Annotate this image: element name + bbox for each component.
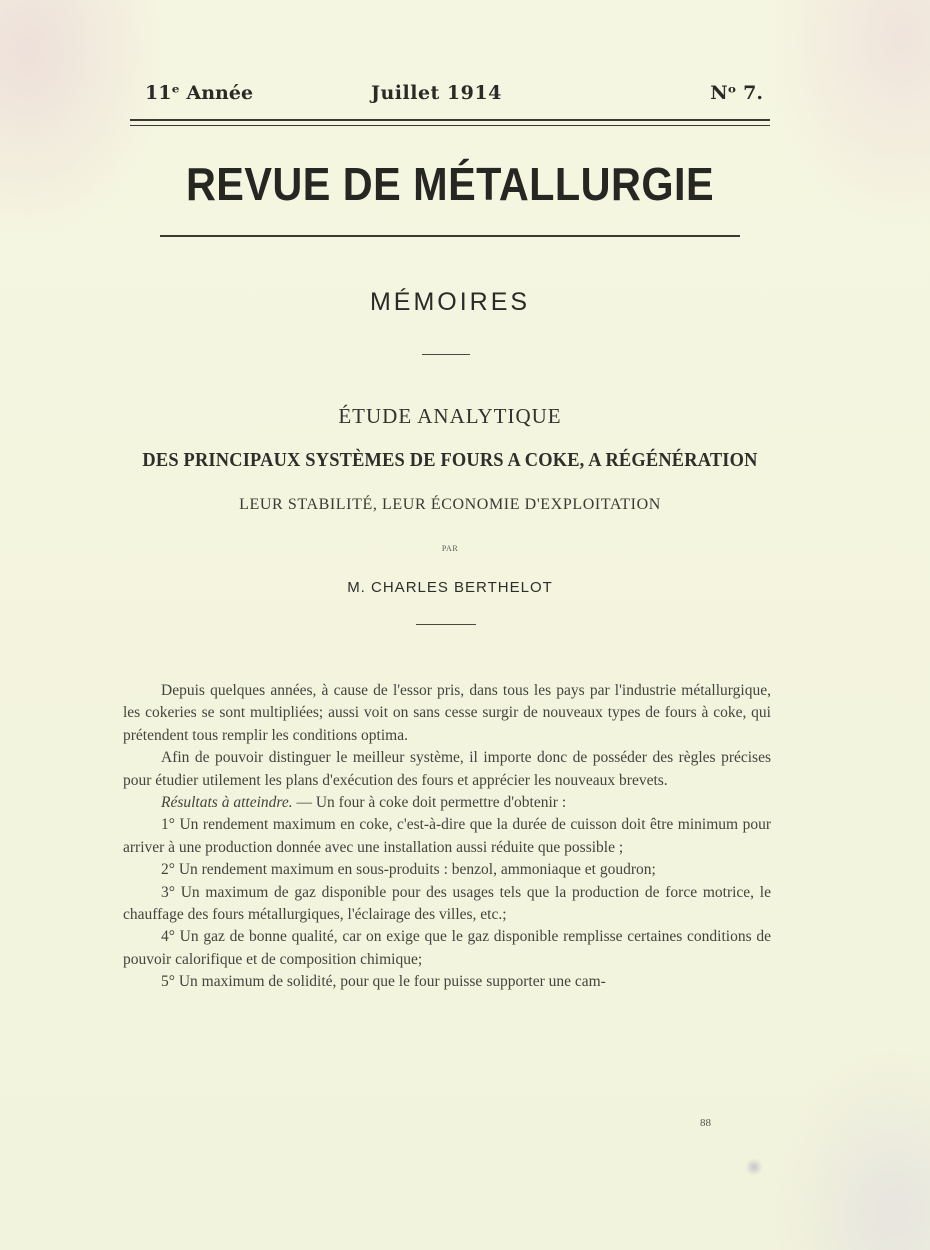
paper-stain — [745, 1158, 763, 1176]
list-item-1: 1° Un rendement maximum en coke, c'est-à-dire que la durée de cuisson doit être minimum pour arriver à une production donnée avec une installation aussi réduite que possible ; — [123, 816, 771, 856]
header-year: 11ᵉ Année — [145, 82, 254, 104]
section-divider — [422, 354, 470, 355]
article-subtitle: LEUR STABILITÉ, LEUR ÉCONOMIE D'EXPLOITATION — [239, 496, 661, 513]
section-title: MÉMOIRES — [369, 288, 531, 316]
article-body — [123, 680, 771, 994]
running-header — [145, 82, 763, 108]
by-label: PAR — [441, 544, 459, 553]
header-date: Juillet 1914 — [371, 82, 502, 104]
author-name: M. CHARLES BERTHELOT — [347, 579, 553, 596]
journal-title: REVUE DE MÉTALLURGIE — [185, 158, 715, 210]
page-number: 88 — [700, 1117, 711, 1129]
list-item-4: 4° Un gaz de bonne qualité, car on exige que le gaz disponible remplisse certaines conditions de pouvoir calorifique et de composition chimique; — [123, 928, 771, 968]
paragraph-results — [123, 792, 771, 814]
article-title-line-2: DES PRINCIPAUX SYSTÈMES DE FOURS A COKE, A RÉGÉNÉRATION — [142, 449, 758, 471]
paragraph-intro: Depuis quelques années, à cause de l'essor pris, dans tous les pays par l'industrie métallurgique, les cokeries se sont multipliées; aussi voit on sans cesse surgir de nouveaux types de fours à coke, qui prétendent tous remplir les conditions optima. — [123, 682, 771, 744]
list-item-3: 3° Un maximum de gaz disponible pour des usages tels que la production de force motrice, le chauffage des fours métallurgiques, l'éclairage des villes, etc.; — [123, 883, 771, 924]
article-title-line-1: ÉTUDE ANALYTIQUE — [338, 404, 562, 428]
list-item-5: 5° Un maximum de solidité, pour que le four puisse supporter une cam- — [161, 973, 606, 991]
header-rule-top — [130, 119, 770, 121]
results-text: — Un four à coke doit permettre d'obtenir : — [292, 794, 567, 812]
author-divider — [416, 624, 476, 625]
results-label: Résultats à atteindre. — [161, 794, 293, 812]
title-rule — [160, 235, 740, 237]
header-rule-bottom — [130, 125, 770, 126]
header-issue-number: Nᵒ 7. — [710, 82, 763, 104]
list-item-2: 2° Un rendement maximum en sous-produits : benzol, ammoniaque et goudron; — [161, 861, 656, 879]
paragraph-purpose: Afin de pouvoir distinguer le meilleur système, il importe donc de posséder des règles précises pour étudier utilement les plans d'exécution des fours et apprécier les nouveaux brevets. — [123, 749, 771, 789]
